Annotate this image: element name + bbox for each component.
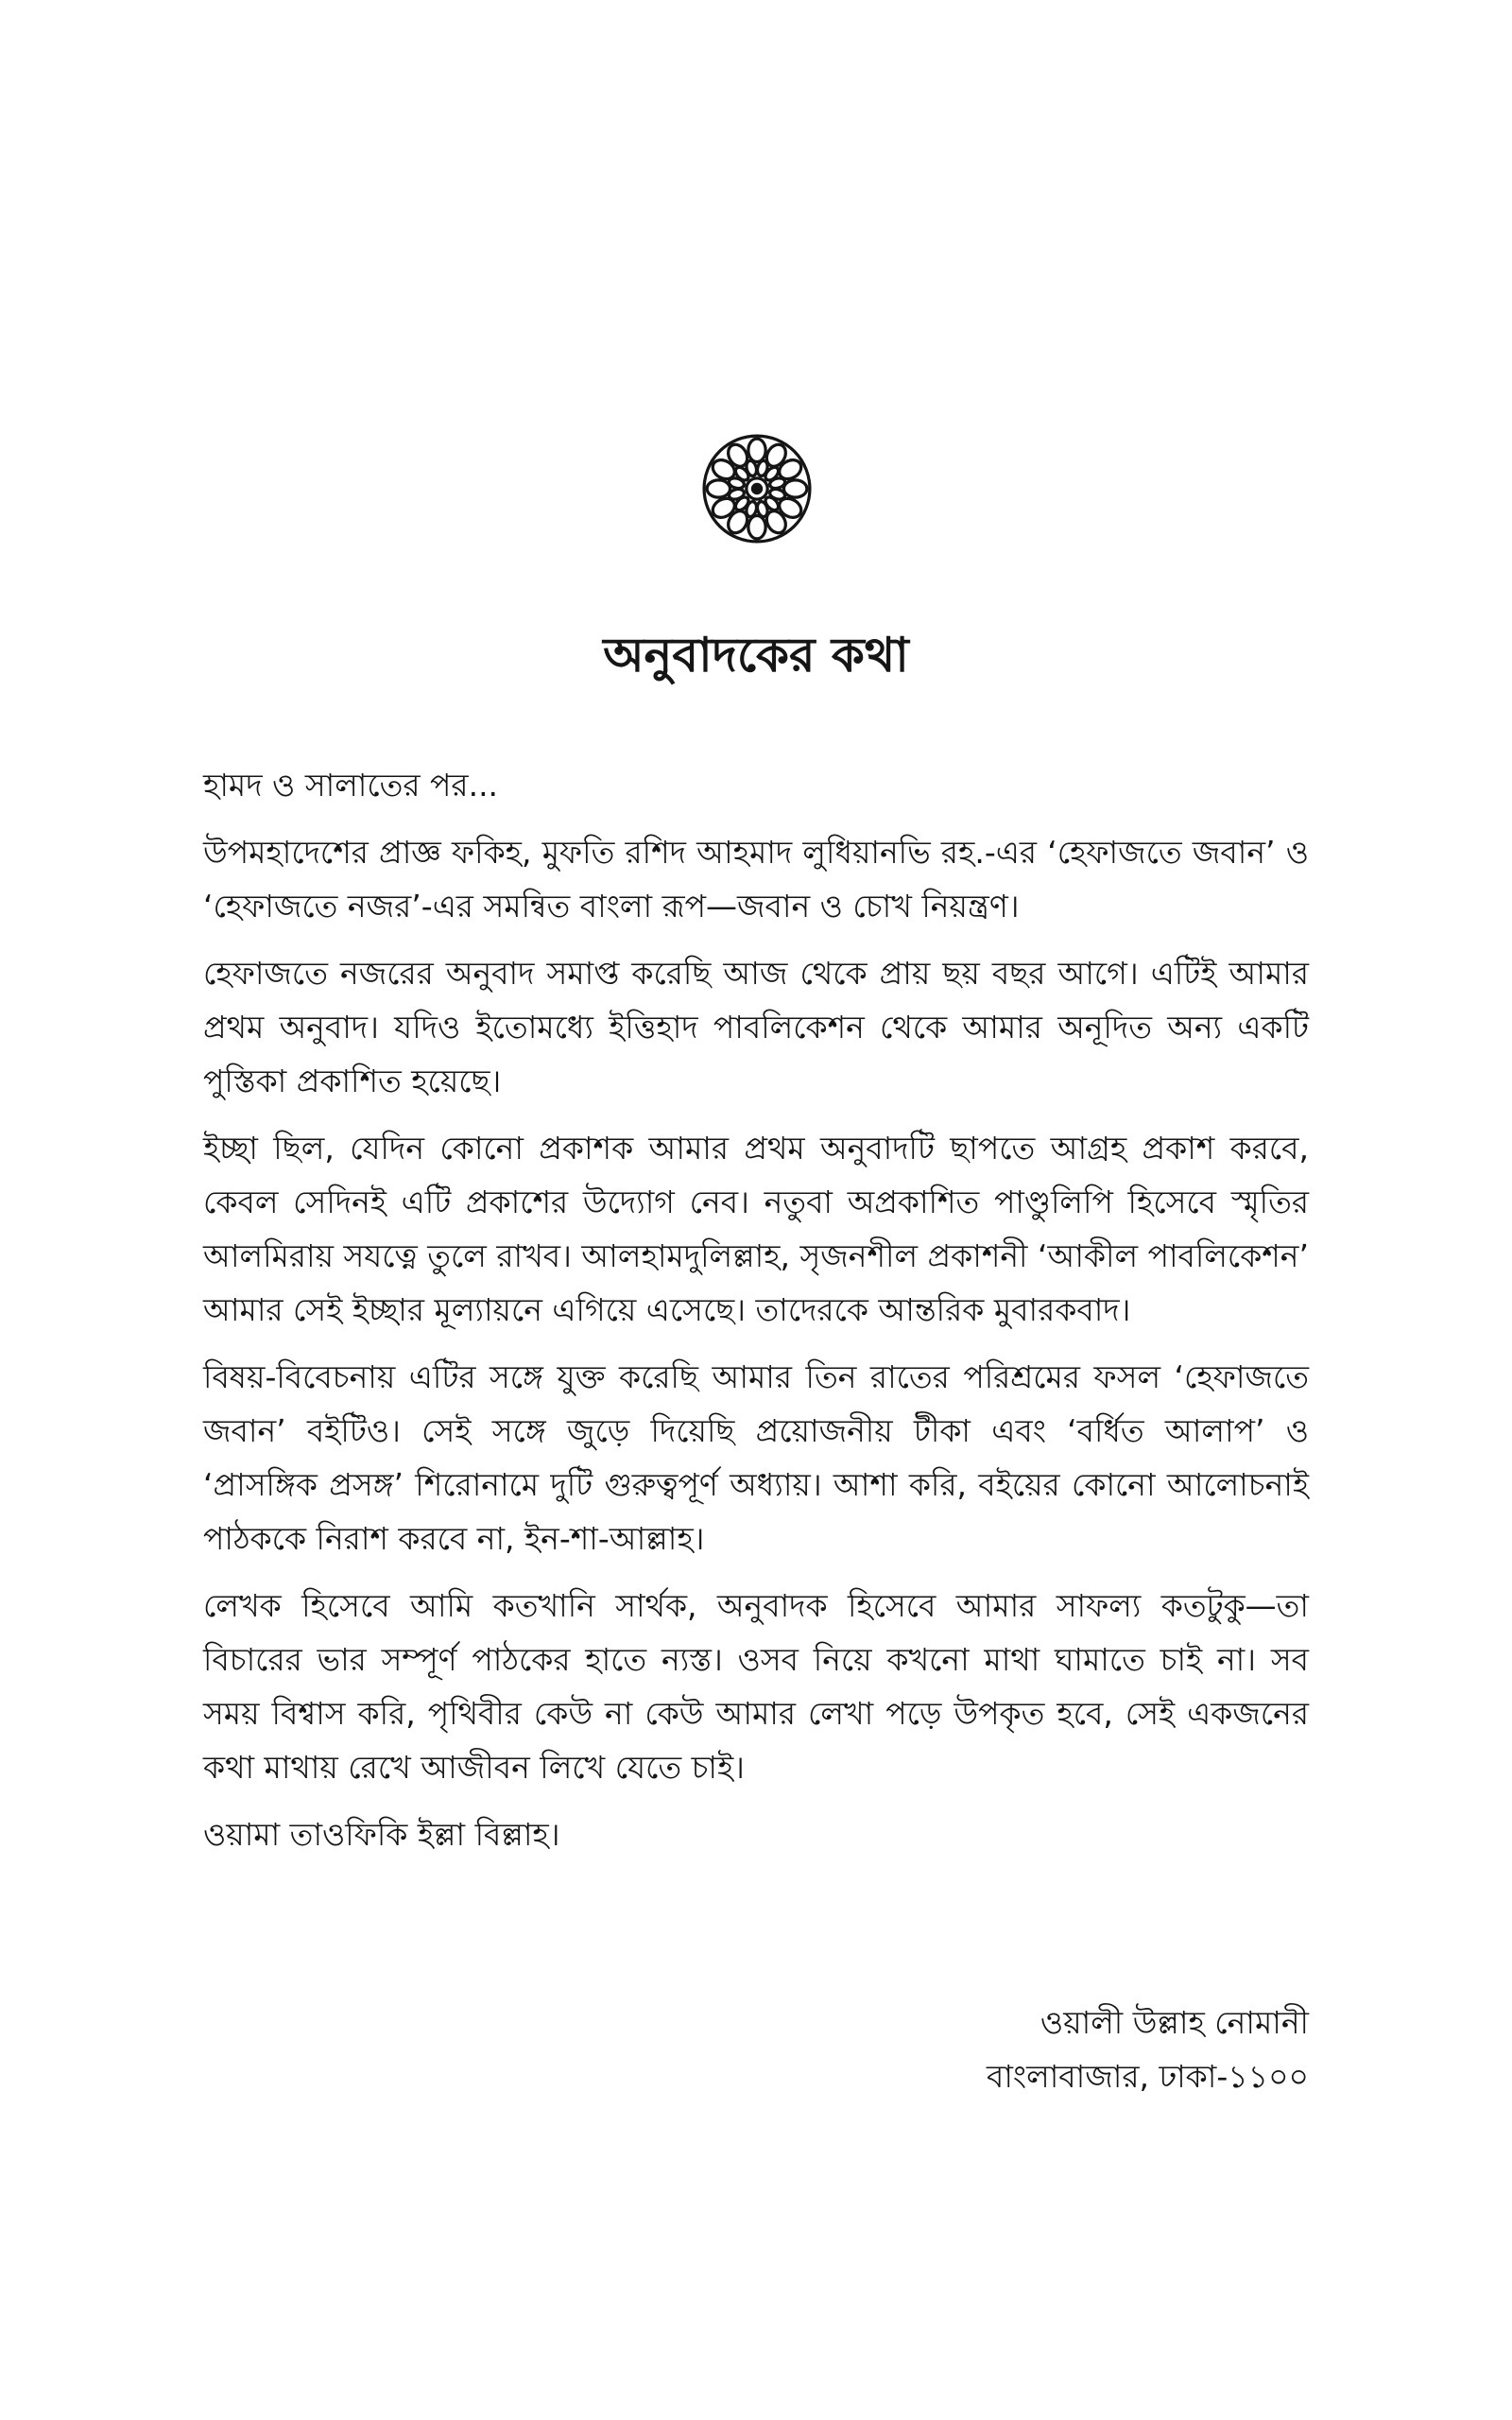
rosette-outer-petal bbox=[707, 480, 730, 497]
signature-block bbox=[987, 1996, 1309, 2103]
page-title: অনুবাদকের কথা bbox=[603, 628, 909, 683]
paragraph-author-hope: লেখক হিসেবে আমি কতখানি সার্থক, অনুবাদক হিসেবে আমার সাফল্য কতটুকু—তা বিচারের ভার সম্পূর্ণ পাঠকের হাতে ন্যস্ত। ওসব নিয়ে কখনো মাথা ঘামাতে চাই না। সব সময় বিশ্বাস করি, পৃথিবীর কেউ না কেউ আমার লেখা পড়ে উপকৃত হবে, সেই একজনের কথা মাথায় রেখে আজীবন লিখে যেতে চাই। bbox=[203, 1587, 1309, 1786]
paragraph-closing: ওয়ামা তাওফিকি ইল্লা বিল্লাহ। bbox=[203, 1816, 560, 1853]
translator-name: ওয়ালী উল্লাহ নোমানী bbox=[1040, 2004, 1309, 2041]
paragraph-translation-history: হেফাজতে নজরের অনুবাদ সমাপ্ত করেছি আজ থেকে প্রায় ছয় বছর আগে। এটিই আমার প্রথম অনুবাদ। যদিও ইতোমধ্যে ইত্তিহাদ পাবলিকেশন থেকে আমার অনূদিত অন্য একটি পুস্তিকা প্রকাশিত হয়েছে। bbox=[203, 955, 1309, 1099]
paragraph-publisher: ইচ্ছা ছিল, যেদিন কোনো প্রকাশক আমার প্রথম অনুবাদটি ছাপতে আগ্রহ প্রকাশ করবে, কেবল সেদিনই এটি প্রকাশের উদ্যোগ নেব। নতুবা অপ্রকাশিত পাণ্ডুলিপি হিসেবে স্মৃতির আলমিরায় সযত্নে তুলে রাখব। আলহামদুলিল্লাহ, সৃজনশীল প্রকাশনী ‘আকীল পাবলিকেশন’ আমার সেই ইচ্ছার মূল্যায়নে এগিয়ে এসেছে। তাদেরকে আন্তরিক মুবারকবাদ। bbox=[203, 1130, 1309, 1328]
rosette-outer-petal bbox=[748, 439, 765, 461]
signature-place: বাংলাবাজার, ঢাকা-১১০০ bbox=[986, 2058, 1309, 2095]
paragraph-additions: বিষয়-বিবেচনায় এটির সঙ্গে যুক্ত করেছি আমার তিন রাতের পরিশ্রমের ফসল ‘হেফাজতে জবান’ বইটিও। সেই সঙ্গে জুড়ে দিয়েছি প্রয়োজনীয় টীকা এবং ‘বর্ধিত আলাপ’ ও ‘প্রাসঙ্গিক প্রসঙ্গ’ শিরোনামে দুটি গুরুত্বপূর্ণ অধ্যায়। আশা করি, বইয়ের কোনো আলোচনাই পাঠককে নিরাশ করবে না, ইন-শা-আল্লাহ। bbox=[203, 1358, 1309, 1557]
rosette-outer-petal bbox=[748, 515, 765, 538]
rosette-outer-petal bbox=[783, 480, 806, 497]
paragraph-opening: হামদ ও সালাতের পর... bbox=[203, 767, 499, 804]
preface-body bbox=[203, 758, 1309, 1875]
paragraph-book-intro: উপমহাদেশের প্রাজ্ঞ ফকিহ, মুফতি রশিদ আহমাদ লুধিয়ানভি রহ.-এর ‘হেফাজতে জবান’ ও ‘হেফাজতে নজর’-এর সমন্বিত বাংলা রূপ—জবান ও চোখ নিয়ন্ত্রণ। bbox=[203, 834, 1309, 925]
rosette-ornament-icon bbox=[699, 431, 815, 546]
